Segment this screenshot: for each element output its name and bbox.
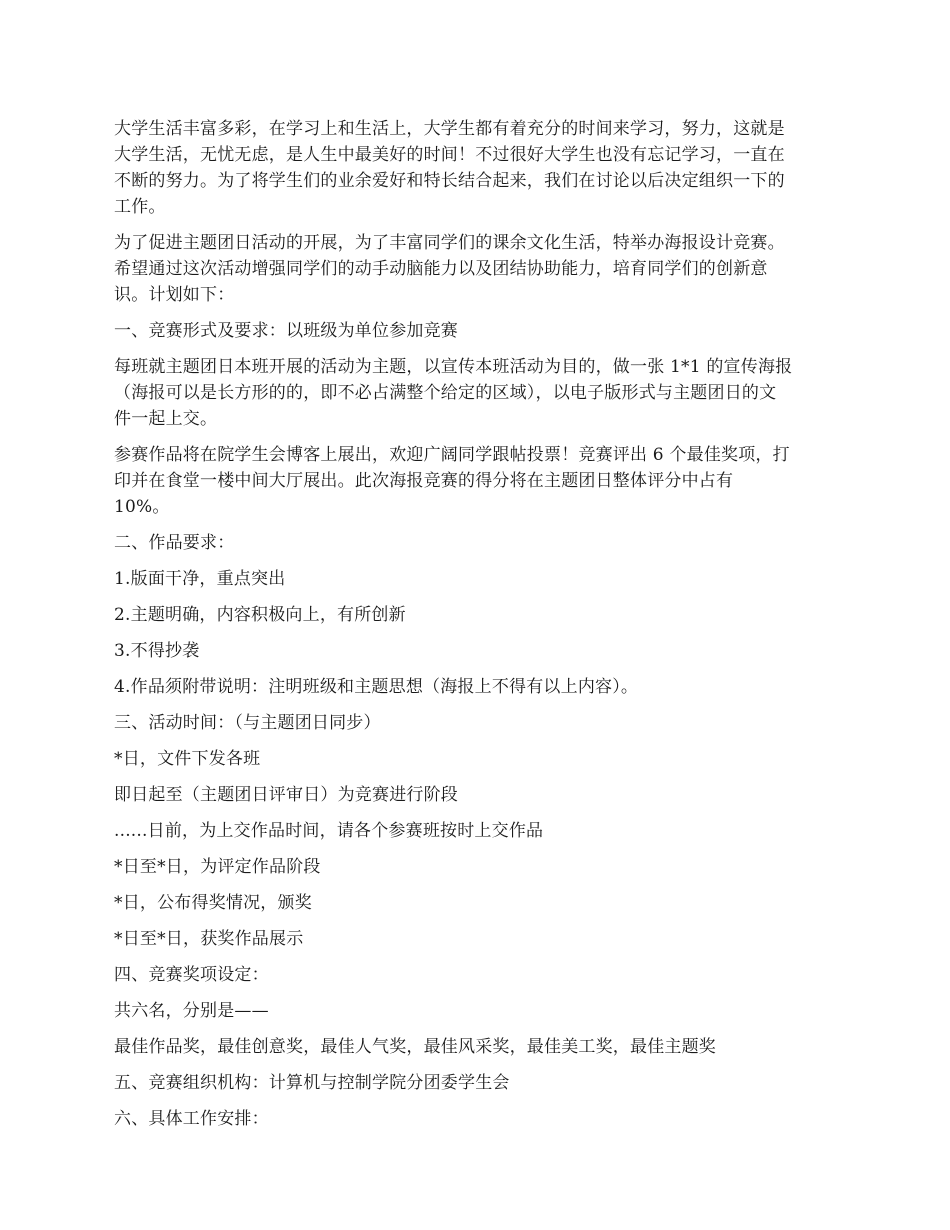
text-line: （海报可以是长方形的的，即不必占满整个给定的区域），以电子版形式与主题团日的文	[114, 383, 777, 403]
text-line: 2.主题明确，内容积极向上，有所创新	[114, 605, 406, 625]
text-line: 六、具体工作安排：	[114, 1109, 269, 1129]
section-heading-arrangement	[114, 1106, 842, 1132]
text-line: 大学生活，无忧无虑，是人生中最美好的时间！不过很好大学生也没有忘记学习，一直在	[114, 145, 785, 165]
text-line: 印并在食堂一楼中间大厅展出。此次海报竞赛的得分将在主题团日整体评分中占有	[114, 471, 734, 491]
section-heading-organizer	[114, 1070, 842, 1096]
text-line: 识。计划如下：	[114, 285, 235, 305]
text-line: *日至*日，为评定作品阶段	[114, 857, 321, 877]
text-line: 二、作品要求：	[114, 533, 235, 553]
section-heading-format	[114, 318, 842, 344]
schedule-item	[114, 782, 842, 808]
text-line: *日，文件下发各班	[114, 749, 261, 769]
text-line: 即日起至（主题团日评审日）为竞赛进行阶段	[114, 785, 458, 805]
awards-list	[114, 1034, 842, 1060]
section-heading-requirements	[114, 530, 842, 556]
text-line: 希望通过这次活动增强同学们的动手动脑能力以及团结协助能力，培育同学们的创新意	[114, 259, 768, 279]
schedule-item	[114, 854, 842, 880]
text-line: *日，公布得奖情况，颁奖	[114, 893, 312, 913]
text-line: 件一起上交。	[114, 409, 218, 429]
paragraph-intro	[114, 116, 842, 220]
schedule-item	[114, 746, 842, 772]
schedule-item	[114, 890, 842, 916]
text-line: 3.不得抄袭	[114, 641, 200, 661]
awards-count	[114, 998, 842, 1024]
paragraph-format	[114, 354, 842, 432]
text-line: 四、竞赛奖项设定：	[114, 965, 269, 985]
text-line: 最佳作品奖，最佳创意奖，最佳人气奖，最佳风采奖，最佳美工奖，最佳主题奖	[114, 1037, 716, 1057]
list-item	[114, 638, 842, 664]
text-line: 大学生活丰富多彩，在学习上和生活上，大学生都有着充分的时间来学习，努力，这就是	[114, 119, 785, 139]
list-item	[114, 566, 842, 592]
list-item	[114, 674, 842, 700]
schedule-item	[114, 926, 842, 952]
text-line: 五、竞赛组织机构：计算机与控制学院分团委学生会	[114, 1073, 510, 1093]
schedule-item	[114, 818, 842, 844]
text-line: 为了促进主题团日活动的开展，为了丰富同学们的课余文化生活，特举办海报设计竞赛。	[114, 233, 785, 253]
text-line: 4.作品须附带说明：注明班级和主题思想（海报上不得有以上内容）。	[114, 677, 639, 697]
text-line: 1.版面干净，重点突出	[114, 569, 286, 589]
text-line: 参赛作品将在院学生会博客上展出，欢迎广阔同学跟帖投票！竞赛评出 6 个最佳奖项，打	[114, 445, 790, 465]
section-heading-awards	[114, 962, 842, 988]
text-line: 工作。	[114, 197, 166, 217]
text-line: 10%。	[114, 497, 170, 517]
section-heading-schedule	[114, 710, 842, 736]
text-line: *日至*日，获奖作品展示	[114, 929, 304, 949]
text-line: 不断的努力。为了将学生们的业余爱好和特长结合起来，我们在讨论以后决定组织一下的	[114, 171, 785, 191]
text-line: 一、竞赛形式及要求：以班级为单位参加竞赛	[114, 321, 458, 341]
paragraph-exhibition	[114, 442, 842, 520]
paragraph-purpose	[114, 230, 842, 308]
document-body	[114, 116, 842, 1142]
text-line: 三、活动时间：（与主题团日同步）	[114, 713, 381, 733]
text-line: ......日前，为上交作品时间，请各个参赛班按时上交作品	[114, 821, 544, 841]
list-item	[114, 602, 842, 628]
text-line: 共六名，分别是——	[114, 1001, 269, 1021]
text-line: 每班就主题团日本班开展的活动为主题，以宣传本班活动为目的，做一张 1*1 的宣传海报	[114, 357, 793, 377]
